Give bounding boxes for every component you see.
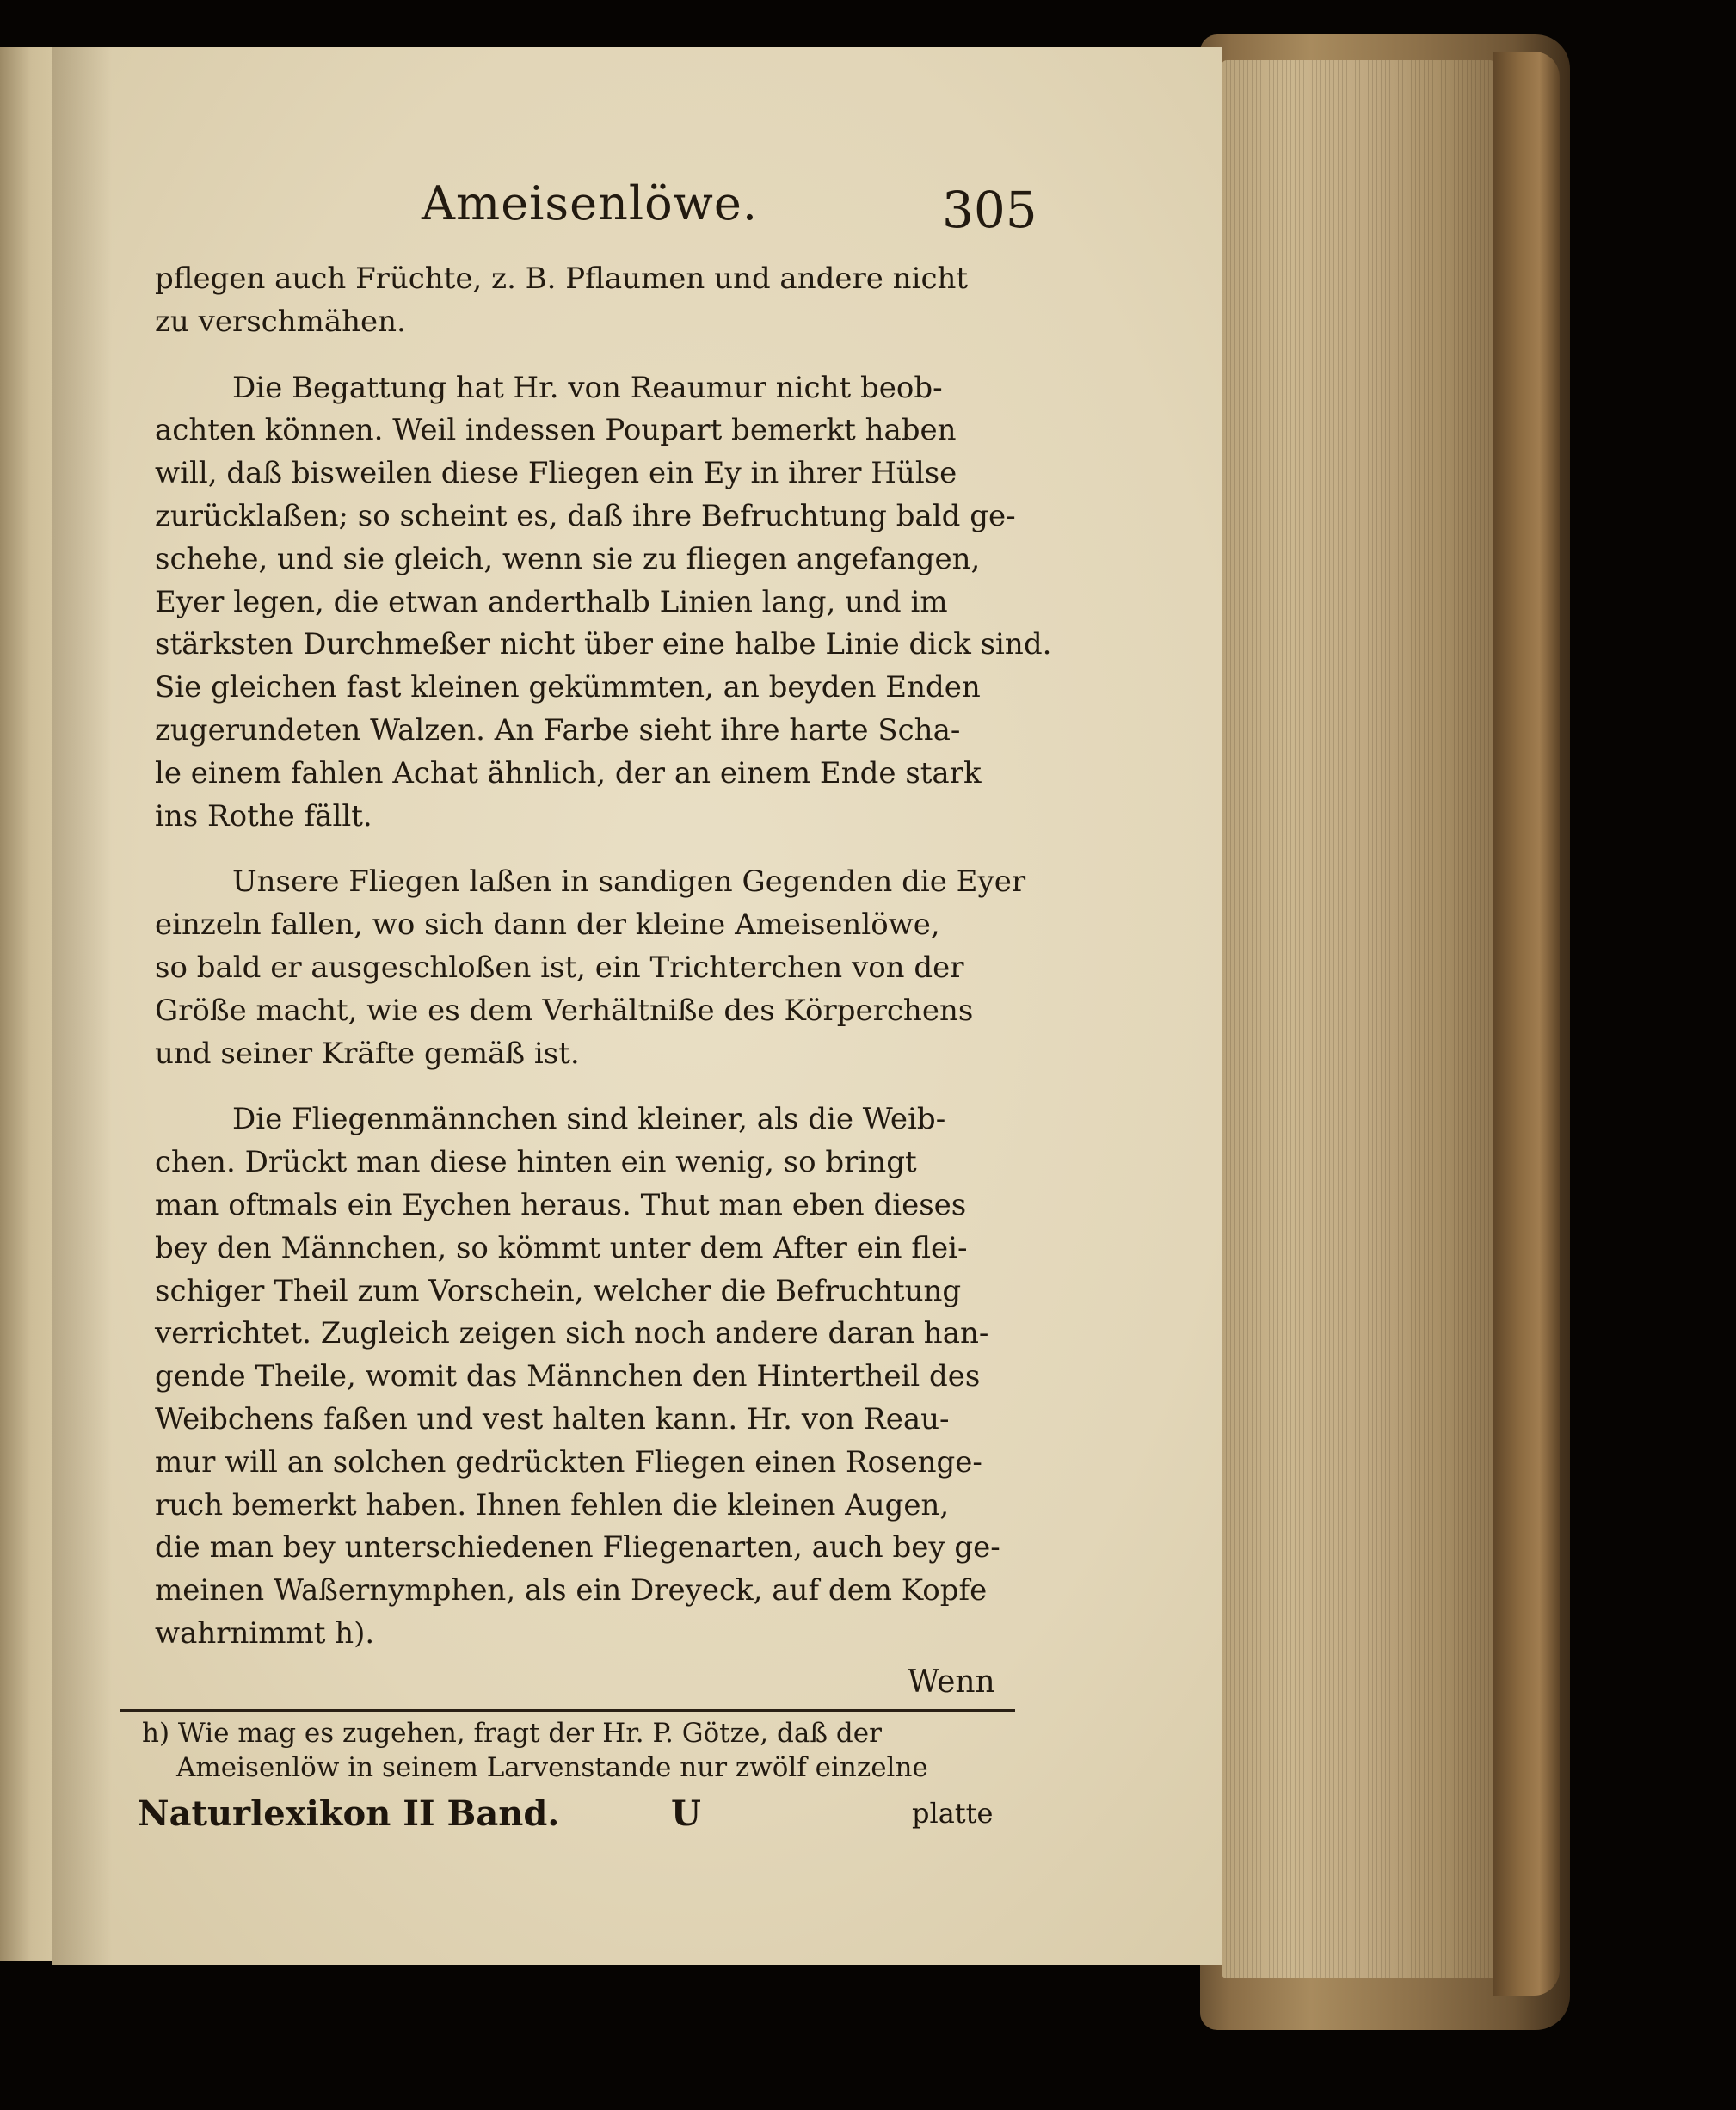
text-line: zurücklaßen; so scheint es, daß ihre Befruchtung bald ge-	[155, 498, 1016, 533]
text-line: die man bey unterschiedenen Fliegenarten, auch bey ge-	[155, 1530, 1000, 1566]
cover-edge	[1493, 52, 1560, 1996]
text-line: ruch bemerkt haben. Ihnen fehlen die kleinen Augen,	[155, 1487, 950, 1523]
text-line: man oftmals ein Eychen heraus. Thut man eben dieses	[155, 1187, 967, 1222]
footnote	[142, 1716, 1019, 1785]
text-line: und seiner Kräfte gemäß ist.	[155, 1036, 580, 1071]
text-line: Weibchens faßen und vest halten kann. Hr. von Reau-	[155, 1401, 950, 1436]
text-line: pflegen auch Früchte, z. B. Pflaumen und andere nicht	[155, 261, 969, 296]
page-gutter-shadow	[52, 47, 112, 1965]
text-line: bey den Männchen, so kömmt unter dem After ein flei-	[155, 1230, 968, 1265]
page-fore-edge	[1222, 60, 1495, 1978]
text-line: Größe macht, wie es dem Verhältniße des Körperchens	[155, 993, 974, 1028]
text-line: Die Begattung hat Hr. von Reaumur nicht beob-	[232, 370, 943, 405]
text-line: meinen Waßernymphen, als ein Dreyeck, auf dem Kopfe	[155, 1573, 988, 1609]
signature-line	[138, 1793, 1015, 1836]
signature-next-word: platte	[912, 1797, 994, 1830]
text-line: wahrnimmt h).	[155, 1615, 375, 1651]
text-line: Unsere Fliegen laßen in sandigen Gegenden die Eyer	[232, 864, 1026, 900]
text-line: verrichtet. Zugleich zeigen sich noch andere daran han-	[155, 1316, 989, 1351]
text-line: will, daß bisweilen diese Fliegen ein Ey in ihrer Hülse	[155, 456, 957, 491]
footnote-line: h) Wie mag es zugehen, fragt der Hr. P. Götze, daß der	[142, 1718, 882, 1749]
paragraph	[155, 1098, 1015, 1655]
paragraph	[155, 861, 1026, 1075]
footnote-rule	[120, 1709, 1015, 1712]
text-line: mur will an solchen gedrückten Fliegen einen Rosenge-	[155, 1444, 982, 1479]
text-line: achten können. Weil indessen Poupart bemerkt haben	[155, 413, 957, 448]
text-line: zugerundeten Walzen. An Farbe sieht ihre harte Scha-	[155, 712, 961, 747]
footnote-line: Ameisenlöw in seinem Larvenstande nur zwölf einzelne	[176, 1752, 928, 1783]
signature-title: Naturlexikon II Band.	[138, 1793, 560, 1834]
paragraph	[155, 367, 1052, 839]
text-line: le einem fahlen Achat ähnlich, der an einem Ende stark	[155, 755, 982, 790]
text-line: schehe, und sie gleich, wenn sie zu fliegen angefangen,	[155, 541, 981, 576]
text-line: zu verschmähen.	[155, 304, 406, 339]
text-line: schiger Theil zum Vorschein, welcher die Befruchtung	[155, 1273, 962, 1308]
page-number: 305	[942, 181, 1037, 239]
body-text	[155, 258, 1052, 1656]
catchword: Wenn	[908, 1664, 995, 1700]
text-line: stärksten Durchmeßer nicht über eine halbe Linie dick sind.	[155, 627, 1052, 662]
text-line: Eyer legen, die etwan anderthalb Linien lang, und im	[155, 584, 948, 619]
text-line: so bald er ausgeschloßen ist, ein Trichterchen von der	[155, 950, 964, 985]
text-line: chen. Drückt man diese hinten ein wenig, so bringt	[155, 1145, 917, 1180]
text-line: ins Rothe fällt.	[155, 798, 372, 834]
text-line: Sie gleichen fast kleinen gekümmten, an beyden Enden	[155, 670, 981, 705]
text-line: einzeln fallen, wo sich dann der kleine Ameisenlöwe,	[155, 907, 940, 943]
running-head: Ameisenlöwe.	[422, 176, 759, 231]
paragraph	[155, 258, 1015, 344]
text-line: Die Fliegenmännchen sind kleiner, als die Weib-	[232, 1102, 946, 1137]
text-line: gende Theile, womit das Männchen den Hintertheil des	[155, 1359, 981, 1394]
signature-mark: U	[671, 1793, 701, 1834]
